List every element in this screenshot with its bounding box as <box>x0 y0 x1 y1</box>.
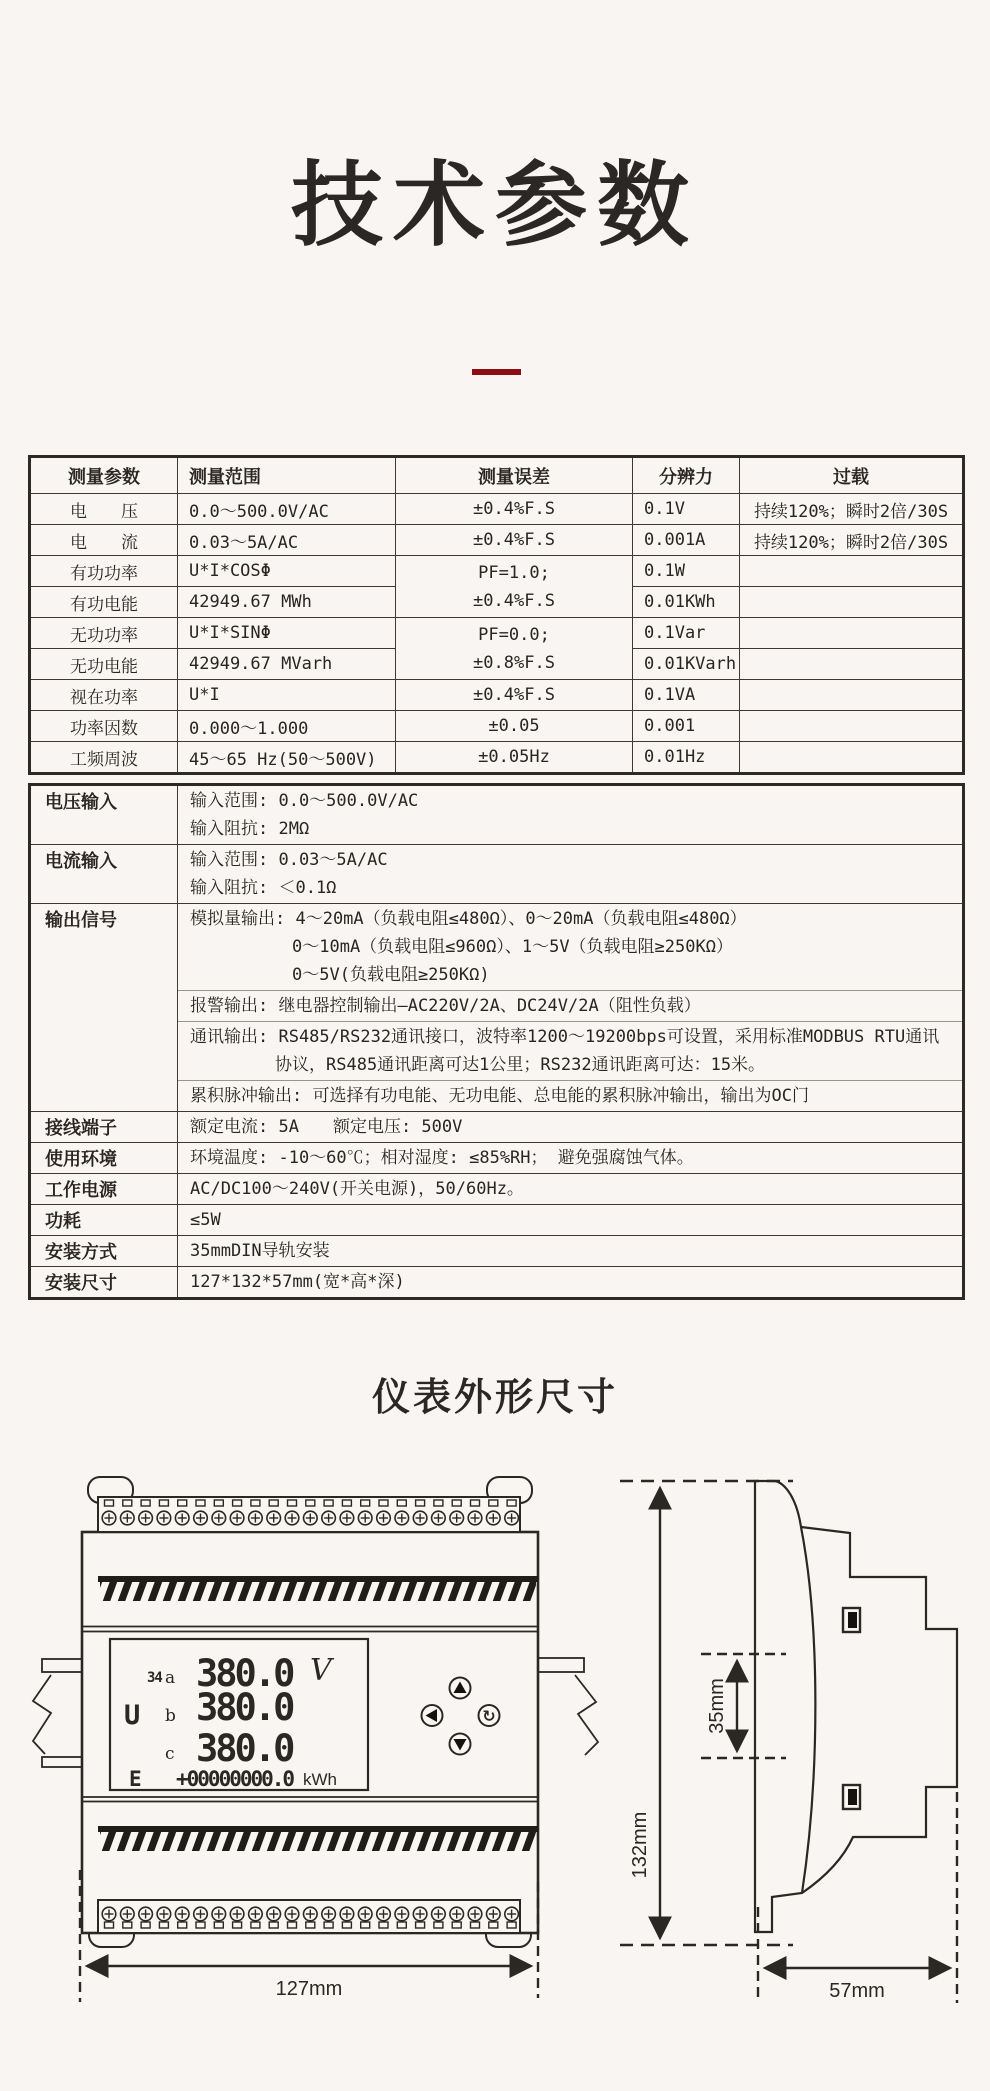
table-row <box>30 845 964 904</box>
table-row <box>30 1143 964 1174</box>
cell-param: 视在功率 <box>30 680 178 711</box>
io-line: 35mmDIN导轨安装 <box>190 1241 330 1261</box>
side-front-curve <box>801 1527 815 1893</box>
io-line: 127*132*57mm(宽*高*深) <box>190 1272 405 1292</box>
lcd-u-label: U <box>124 1700 141 1731</box>
cell-resolution: 0.1V <box>633 494 740 525</box>
io-line: 0～5V(负载电阻≥250KΩ) <box>190 965 490 985</box>
io-line: 累积脉冲输出: 可选择有功电能、无功电能、总电能的累积脉冲输出，输出为OC门 <box>190 1086 809 1106</box>
table-row <box>30 680 964 711</box>
error-line: PF=0.0; <box>478 624 550 645</box>
front-view <box>33 1477 598 1947</box>
io-line: 额定电流: 5A 额定电压: 500V <box>190 1117 463 1137</box>
cell-range: 42949.67 MWh <box>178 587 396 618</box>
cell-error-merged <box>396 618 633 680</box>
io-line: 输入阻抗: ＜0.1Ω <box>190 878 337 898</box>
cell-resolution: 0.1Var <box>633 618 740 649</box>
lcd-value-a: 380.0 <box>196 1652 293 1695</box>
cell-param: 有功功率 <box>30 556 178 587</box>
side-view <box>755 1481 957 1932</box>
io-label: 安装方式 <box>30 1236 178 1267</box>
header-overload: 过载 <box>740 457 964 494</box>
io-line: 模拟量输出: 4～20mA（负载电阻≤480Ω）、0～20mA（负载电阻≤480Ω） <box>190 909 747 929</box>
dimension-drawing <box>0 1430 990 2030</box>
io-line: 通讯输出: RS485/RS232通讯接口，波特率1200～19200bps可设置，采用标准MODBUS RTU通讯 <box>190 1027 940 1047</box>
enter-arrow-icon: ↻ <box>482 1706 496 1726</box>
vent-band-upper <box>98 1576 538 1601</box>
lcd-phase-b-label: b <box>165 1706 176 1726</box>
cell-error: ±0.4%F.S <box>396 680 633 711</box>
cell-param: 电 压 <box>30 494 178 525</box>
io-line: ≤5W <box>190 1210 221 1230</box>
cell-param: 工频周波 <box>30 742 178 774</box>
cell-param: 电 流 <box>30 525 178 556</box>
din-rail-clip-lower <box>843 1785 860 1809</box>
cell-overload <box>740 618 964 649</box>
header-range: 测量范围 <box>178 457 396 494</box>
left-din-clip <box>33 1659 82 1767</box>
table-row <box>30 618 964 649</box>
io-label: 接线端子 <box>30 1112 178 1143</box>
io-label: 使用环境 <box>30 1143 178 1174</box>
cell-overload <box>740 556 964 587</box>
cell-overload: 持续120%；瞬时2倍/30S <box>740 525 964 556</box>
table-row <box>30 1267 964 1299</box>
height-dimension-label: 132mm <box>629 1811 651 1879</box>
table-row <box>30 1236 964 1267</box>
io-label: 安装尺寸 <box>30 1267 178 1299</box>
right-din-clip <box>538 1658 598 1755</box>
din-rail-clip-upper <box>843 1608 860 1632</box>
header-error: 测量误差 <box>396 457 633 494</box>
cell-range: U*I <box>178 680 396 711</box>
cell-error-merged <box>396 556 633 618</box>
dimensions-section-title: 仪表外形尺寸 <box>371 1377 618 1419</box>
table-header-row <box>30 457 964 494</box>
lcd-value-b: 380.0 <box>196 1686 293 1729</box>
header-param: 测量参数 <box>30 457 178 494</box>
depth-dimension-label: 57mm <box>829 1980 885 2002</box>
cell-error: ±0.05Hz <box>396 742 633 774</box>
cell-param: 有功电能 <box>30 587 178 618</box>
table-row <box>30 1112 964 1143</box>
cell-param: 无功电能 <box>30 649 178 680</box>
cell-resolution: 0.1VA <box>633 680 740 711</box>
io-label: 工作电源 <box>30 1174 178 1205</box>
cell-resolution: 0.1W <box>633 556 740 587</box>
cell-error: ±0.4%F.S <box>396 525 633 556</box>
table-row <box>30 494 964 525</box>
cell-range: U*I*COSΦ <box>178 556 396 587</box>
width-dimension-label: 127mm <box>275 1978 343 2000</box>
cell-range: 0.0～500.0V/AC <box>178 494 396 525</box>
io-label: 输出信号 <box>30 904 178 1112</box>
dimension-rail <box>701 1654 786 1758</box>
lcd-value-c: 380.0 <box>196 1727 293 1770</box>
io-line: 输入范围: 0.03～5A/AC <box>190 850 388 870</box>
error-line: ±0.4%F.S <box>473 590 555 611</box>
table-row <box>30 1205 964 1236</box>
table-row <box>30 742 964 774</box>
cell-range: 42949.67 MVarh <box>178 649 396 680</box>
cell-overload <box>740 649 964 680</box>
cell-overload: 持续120%；瞬时2倍/30S <box>740 494 964 525</box>
dimension-depth <box>758 1792 957 2003</box>
title-divider <box>472 369 521 375</box>
cell-range: U*I*SINΦ <box>178 618 396 649</box>
io-table <box>28 783 965 1300</box>
io-line: 报警输出: 继电器控制输出—AC220V/2A、DC24V/2A（阻性负载） <box>190 996 701 1016</box>
error-line: PF=1.0; <box>478 562 550 583</box>
rail-dimension-label: 35mm <box>706 1678 728 1734</box>
cell-error: ±0.05 <box>396 711 633 742</box>
io-line: 协议，RS485通讯距离可达1公里；RS232通讯距离可达：15米。 <box>190 1055 766 1075</box>
io-line: 环境温度: -10～60℃；相对湿度: ≤85%RH； 避免强腐蚀气体。 <box>190 1148 694 1168</box>
io-line: AC/DC100～240V(开关电源)，50/60Hz。 <box>190 1179 524 1199</box>
cell-resolution: 0.001A <box>633 525 740 556</box>
lcd-energy-unit: kWh <box>303 1770 337 1789</box>
table-row <box>30 904 964 1112</box>
cell-overload <box>740 587 964 618</box>
lcd-phase-a-label: a <box>165 1668 176 1688</box>
cell-error: ±0.4%F.S <box>396 494 633 525</box>
error-line: ±0.8%F.S <box>473 652 555 673</box>
header-resolution: 分辨力 <box>633 457 740 494</box>
table-row <box>30 556 964 587</box>
io-label: 功耗 <box>30 1205 178 1236</box>
cell-overload <box>740 711 964 742</box>
vent-band-lower <box>98 1826 538 1851</box>
spec-table <box>28 455 965 775</box>
cell-resolution: 0.01KVarh <box>633 649 740 680</box>
cell-overload <box>740 680 964 711</box>
cell-param: 无功功率 <box>30 618 178 649</box>
cell-overload <box>740 742 964 774</box>
io-label: 电压输入 <box>30 785 178 845</box>
lcd-phase-c-label: c <box>165 1744 175 1764</box>
cell-resolution: 0.001 <box>633 711 740 742</box>
page-title: 技术参数 <box>290 155 699 257</box>
io-label: 电流输入 <box>30 845 178 904</box>
table-row <box>30 711 964 742</box>
cell-resolution: 0.01KWh <box>633 587 740 618</box>
table-row <box>30 1174 964 1205</box>
cell-range: 0.03～5A/AC <box>178 525 396 556</box>
io-line: 0～10mA（负载电阻≤960Ω）、1～5V（负载电阻≥250KΩ） <box>190 937 733 957</box>
table-row <box>30 785 964 845</box>
lcd-e-label: E <box>129 1767 142 1791</box>
lcd-volt-unit: V <box>310 1653 332 1688</box>
cell-param: 功率因数 <box>30 711 178 742</box>
io-line: 输入阻抗: 2MΩ <box>190 819 310 839</box>
side-profile-outline <box>755 1481 957 1932</box>
io-line: 输入范围: 0.0～500.0V/AC <box>190 791 419 811</box>
table-row <box>30 525 964 556</box>
cell-range: 0.000～1.000 <box>178 711 396 742</box>
lcd-energy-value: +00000000.0 <box>176 1767 294 1791</box>
lcd-page-indicator: 34 <box>147 1670 162 1686</box>
cell-range: 45～65 Hz(50～500V) <box>178 742 396 774</box>
cell-resolution: 0.01Hz <box>633 742 740 774</box>
